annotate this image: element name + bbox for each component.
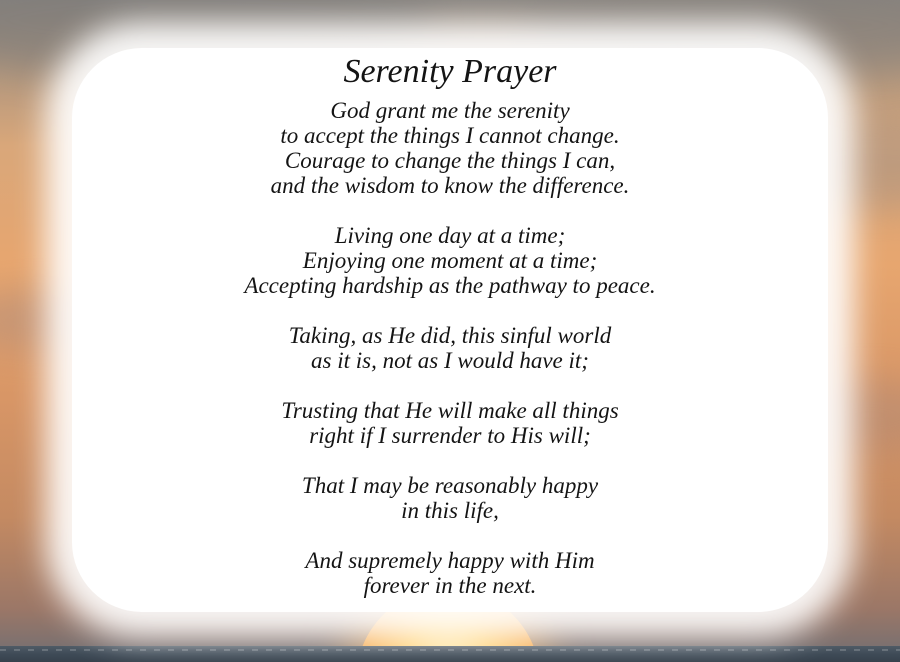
poem-line: And supremely happy with Him	[305, 548, 595, 573]
stanza	[72, 98, 828, 198]
stanza	[72, 548, 828, 598]
poem-line: Taking, as He did, this sinful world	[288, 323, 612, 348]
poem-line: right if I surrender to His will;	[309, 423, 591, 448]
poem-line: as it is, not as I would have it;	[311, 348, 589, 373]
poem-line: Courage to change the things I can,	[284, 148, 616, 173]
poem-line: and the wisdom to know the difference.	[270, 173, 630, 198]
poem-line: to accept the things I cannot change.	[280, 123, 620, 148]
poem-line: Trusting that He will make all things	[281, 398, 619, 423]
poem-line: God grant me the serenity	[330, 98, 570, 123]
poem-line: in this life,	[401, 498, 499, 523]
poem-line: That I may be reasonably happy	[301, 473, 599, 498]
stanza	[72, 398, 828, 448]
sea-horizon	[0, 646, 900, 662]
poem-line: forever in the next.	[363, 573, 537, 598]
stanza	[72, 473, 828, 523]
poem-line: Living one day at a time;	[334, 223, 566, 248]
stanza	[72, 323, 828, 373]
poem-line: Enjoying one moment at a time;	[302, 248, 598, 273]
poem-title: Serenity Prayer	[343, 53, 557, 90]
stanza	[72, 223, 828, 298]
poem-line: Accepting hardship as the pathway to peace.	[244, 273, 656, 298]
poem	[72, 48, 828, 623]
